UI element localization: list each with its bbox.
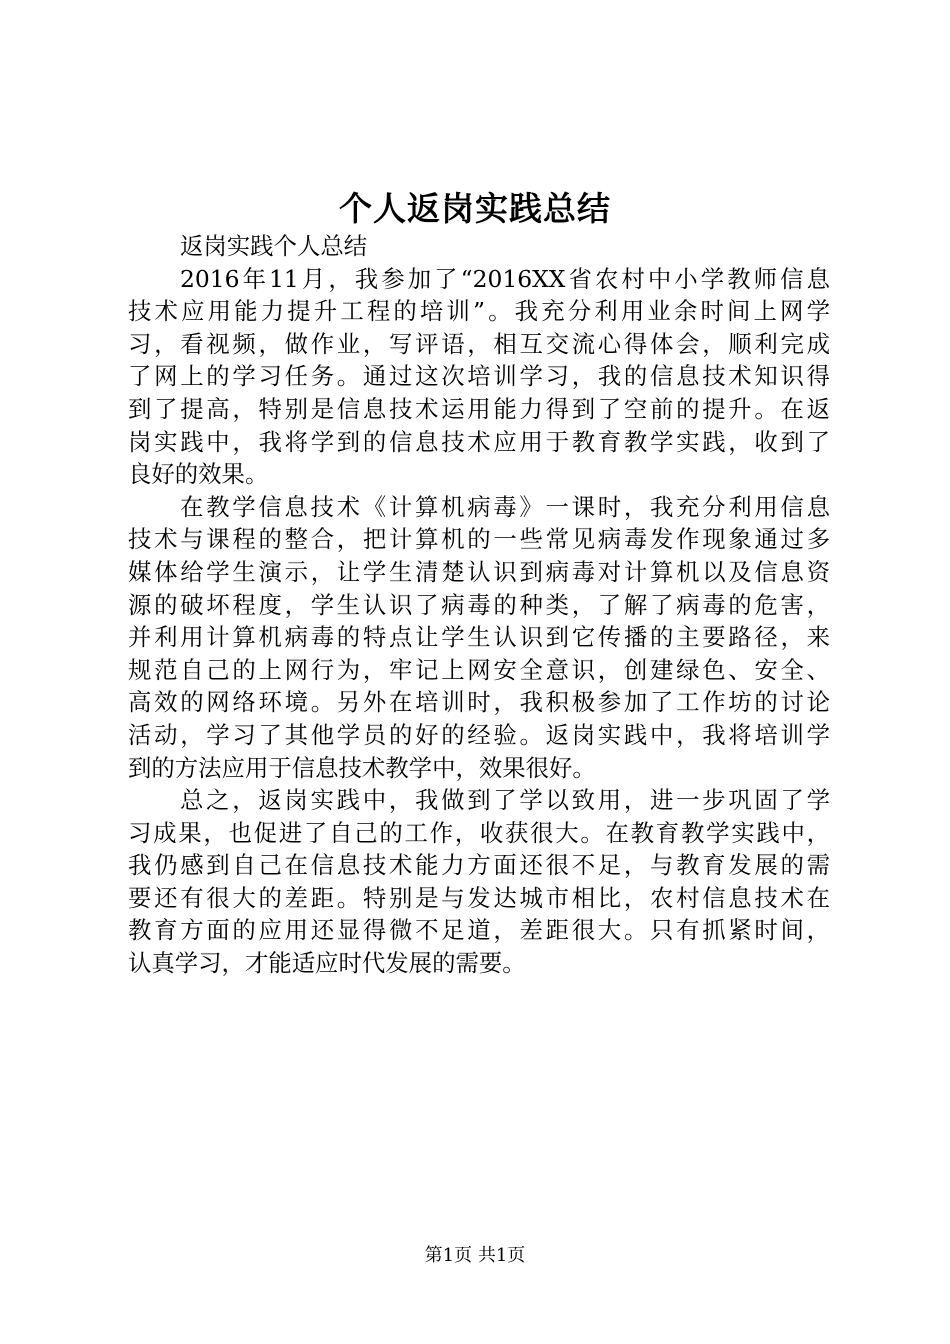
paragraph-line: 并利用计算机病毒的特点让学生认识到它传播的主要路径，来 [128,623,830,652]
document-body [128,230,830,980]
paragraph-line: 良好的效果。 [128,460,269,489]
paragraph-line: 到了提高，特别是信息技术运用能力得到了空前的提升。在返 [128,394,830,423]
page-number-footer: 第1页 共1页 [424,1245,526,1266]
paragraph-line: 我仍感到自己在信息技术能力方面还很不足，与教育发展的需 [128,851,830,880]
paragraph-line: 在教学信息技术《计算机病毒》一课时，我充分利用信息 [180,492,830,521]
document-title: 个人返岗实践总结 [339,189,611,228]
paragraph-line: 习，看视频，做作业，写评语，相互交流心得体会，顺利完成 [128,329,830,358]
paragraph-line: 规范自己的上网行为，牢记上网安全意识，创建绿色、安全、 [128,655,830,684]
paragraph-line: 认真学习，才能适应时代发展的需要。 [128,949,526,978]
paragraph-line: 教育方面的应用还显得微不足道，差距很大。只有抓紧时间， [128,916,830,945]
paragraph-line: 了网上的学习任务。通过这次培训学习，我的信息技术知识得 [128,362,830,391]
paragraph-line: 岗实践中，我将学到的信息技术应用于教育教学实践，收到了 [128,427,830,456]
paragraph-line: 技术应用能力提升工程的培训”。我充分利用业余时间上网学 [128,297,830,326]
paragraph-line: 习成果，也促进了自己的工作，收获很大。在教育教学实践中， [128,818,830,847]
paragraph-line: 高效的网络环境。另外在培训时，我积极参加了工作坊的讨论 [128,688,830,717]
subtitle-line: 返岗实践个人总结 [180,232,368,260]
paragraph-line: 活动，学习了其他学员的好的经验。返岗实践中，我将培训学 [128,720,830,749]
paragraph-line: 2016年11月，我参加了“2016XX省农村中小学教师信息 [180,264,830,293]
paragraph-line: 到的方法应用于信息技术教学中，效果很好。 [128,753,596,782]
paragraph-line: 总之，返岗实践中，我做到了学以致用，进一步巩固了学 [180,786,830,815]
paragraph-line: 要还有很大的差距。特别是与发达城市相比，农村信息技术在 [128,883,830,912]
paragraph-line: 源的破坏程度，学生认识了病毒的种类，了解了病毒的危害， [128,590,830,619]
paragraph-line: 媒体给学生演示，让学生清楚认识到病毒对计算机以及信息资 [128,557,830,586]
paragraph-line: 技术与课程的整合，把计算机的一些常见病毒发作现象通过多 [128,525,830,554]
